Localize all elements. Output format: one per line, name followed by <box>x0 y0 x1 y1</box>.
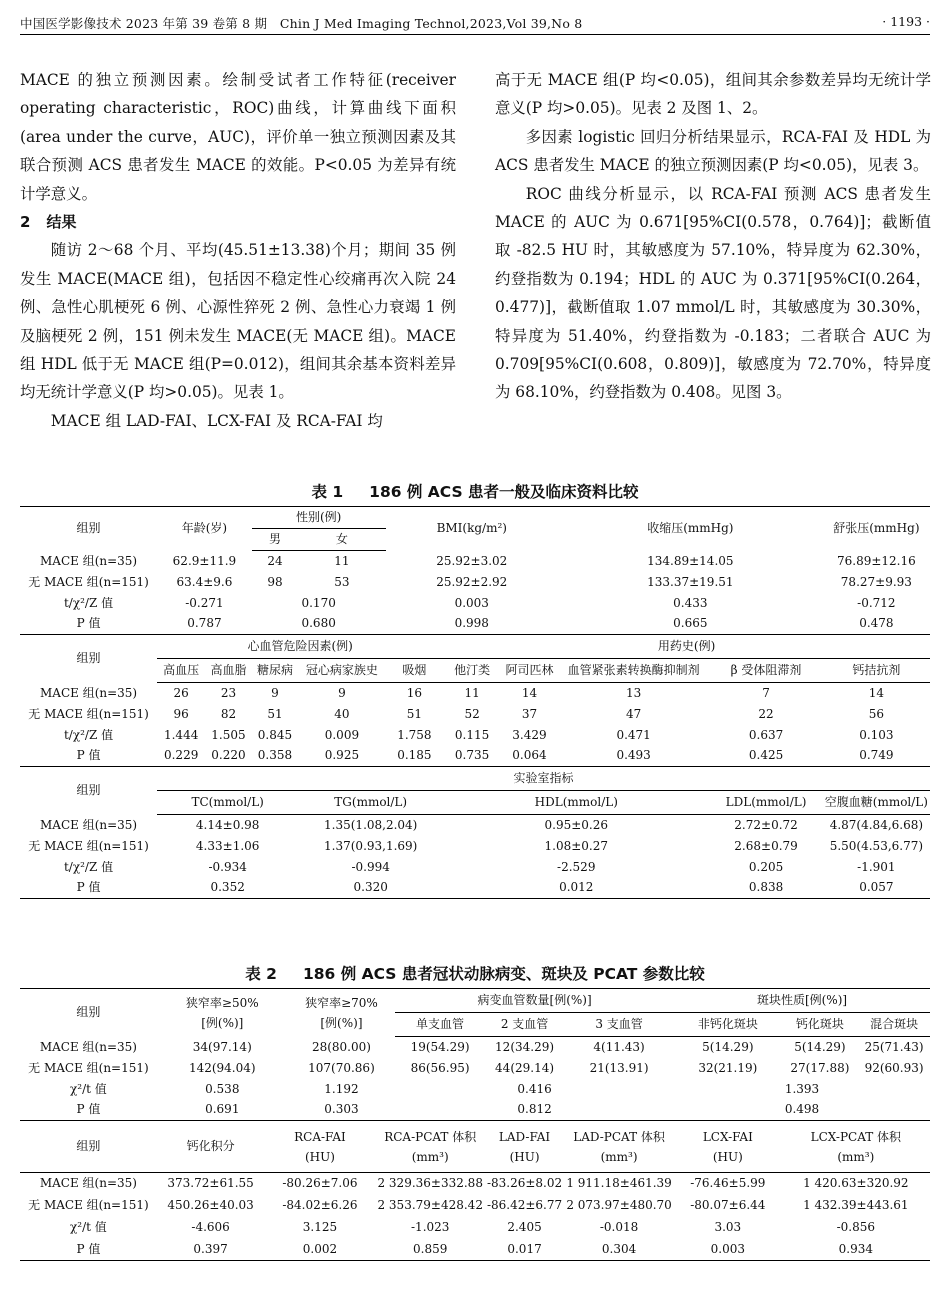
group-header: 组别 <box>76 783 101 798</box>
table2-caption <box>20 962 930 984</box>
col-header: 男 <box>252 529 299 551</box>
table-row: MACE 组(n=35) 34(97.14) 28(80.00) 19(54.29) 12(34.29) 4(11.43) 5(14.29) 5(14.29) 25(71.43) <box>39 1039 924 1054</box>
col-header: 心血管危险因素(例) <box>157 635 443 659</box>
col-header: 冠心病家族史 <box>298 659 385 683</box>
col-header: TC(mmol/L) <box>157 791 298 815</box>
table-row: 无 MACE 组(n=151) 4.33±1.06 1.37(0.93,1.69) 1.08±0.27 2.68±0.79 5.50(4.53,6.77) <box>28 838 924 853</box>
col-header: BMI(kg/m²) <box>386 507 558 551</box>
col-header: LAD-PCAT 体积 (mm³) <box>564 1121 674 1173</box>
col-header: 3 支血管 <box>564 1013 674 1037</box>
table1-title: 186 例 ACS 患者一般及临床资料比较 <box>369 483 639 501</box>
table1-label: 表 1 <box>311 483 344 501</box>
col-header: RCA-FAI (HU) <box>264 1121 375 1173</box>
journal-citation: 中国医学影像技术 2023 年第 39 卷第 8 期 Chin J Med Imaging Technol,2023,Vol 39,No 8 <box>20 16 583 31</box>
col-header: 阿司匹林 <box>501 659 558 683</box>
table-row: P 值 0.229 0.220 0.358 0.925 0.185 0.735 0.064 0.493 0.425 0.749 <box>20 746 930 767</box>
table-row: χ²/t 值 0.538 1.192 0.416 1.393 <box>70 1081 820 1096</box>
col-header: 狭窄率≥70% [例(%)] <box>288 989 395 1037</box>
table-row: t/χ²/Z 值 -0.934 -0.994 -2.529 0.205 -1.901 <box>63 859 896 874</box>
col-header: β 受体阻滞剂 <box>709 659 822 683</box>
col-header: LCX-FAI (HU) <box>674 1121 782 1173</box>
table-row: MACE 组(n=35) 62.9±11.9 24 11 25.92±3.02 134.89±14.05 76.89±12.16 <box>39 553 916 568</box>
table-row: P 值 0.397 0.002 0.859 0.017 0.304 0.003 0.934 <box>20 1239 930 1261</box>
col-header: LDL(mmol/L) <box>709 791 822 815</box>
col-header: 女 <box>298 529 385 551</box>
table2-label: 表 2 <box>245 965 277 983</box>
col-header: 钙化斑块 <box>782 1013 859 1037</box>
table-row: MACE 组(n=35) 373.72±61.55 -80.26±7.06 2 329.36±332.88 -83.26±8.02 1 911.18±461.39 -76.46±5.99 1 420.63±320.92 <box>39 1176 909 1191</box>
table-row: 无 MACE 组(n=151) 63.4±9.6 98 53 25.92±2.92 133.37±19.51 78.27±9.93 <box>28 574 912 589</box>
col-header: 年龄(岁) <box>157 507 252 551</box>
paragraph: MACE 组 LAD-FAI、LCX-FAI 及 RCA-FAI 均 <box>50 411 383 430</box>
col-header: 空腹血糖(mmol/L) <box>823 791 930 815</box>
table-row: P 值 0.352 0.320 0.012 0.838 0.057 <box>20 878 930 899</box>
paragraph: ROC 曲线分析显示，以 RCA-FAI 预测 ACS 患者发生 MACE 的 AUC 为 0.671[95%CI(0.578，0.764)]；截断值取 -82.5 HU 时，其敏感度为 57.10%，特异度为 62.30%，约登指数为 0.194；HDL 的 AUC 为 0.371[95%CI(0.264，0.477)]，截断值取 1.07 mmol/L 时，其敏感度为 30.30%，特异度为 51.40%，约登指数为 -0.183；二者联合 AUC 为 0.709[95%CI(0.608，0.809)]，敏感度为 72.70%，特异度为 68.10%，约登指数为 0.408。见图 3。 <box>495 184 931 402</box>
paragraph: 随访 2～68 个月、平均(45.51±13.38)个月；期间 35 例发生 MACE(MACE 组)，包括因不稳定性心绞痛再次入院 24 例、急性心肌梗死 6 例、心源性猝死 2 例、急性心力衰竭 1 例及脑梗死 2 例，151 例未发生 MACE(无 MACE 组)。MACE 组 HDL 低于无 MACE 组(P=0.012)，组间其余基本资料差异均无统计学意义(P 均>0.05)。见表 1。 <box>20 241 456 402</box>
col-header: HDL(mmol/L) <box>443 791 709 815</box>
col-header: 血管紧张素转换酶抑制剂 <box>558 659 709 683</box>
table1-caption <box>20 480 930 502</box>
table-row: 无 MACE 组(n=151) 142(94.04) 107(70.86) 86(56.95) 44(29.14) 21(13.91) 32(21.19) 27(17.88) 92(60.93) <box>28 1060 924 1075</box>
col-header: 斑块性质[例(%)] <box>674 989 930 1013</box>
col-header: 舒张压(mmHg) <box>823 507 930 551</box>
col-header: 糖尿病 <box>252 659 299 683</box>
col-header: 用药史(例) <box>443 635 930 659</box>
table1 <box>20 506 930 899</box>
col-header: TG(mmol/L) <box>298 791 443 815</box>
col-header: 病变血管数量[例(%)] <box>395 989 674 1013</box>
paragraph: MACE 的独立预测因素。绘制受试者工作特征(receiver operating characteristic，ROC)曲线，计算曲线下面积(area under the curve，AUC)，评价单一独立预测因素及其联合预测 ACS 患者发生 MACE 的效能。P<0.05 为差异有统计学意义。 <box>20 71 456 203</box>
page-number: · 1193 · <box>882 14 930 29</box>
left-column <box>20 66 456 435</box>
col-header: 狭窄率≥50% [例(%)] <box>157 989 288 1037</box>
group-header: 组别 <box>20 507 157 551</box>
col-header: 性别(例) <box>252 507 386 529</box>
paragraph: 多因素 logistic 回归分析结果显示，RCA-FAI 及 HDL 为 ACS 患者发生 MACE 的独立预测因素(P 均<0.05)，见表 3。 <box>495 127 931 175</box>
section-title: 结果 <box>46 213 77 232</box>
col-header: 高血脂 <box>205 659 252 683</box>
right-column <box>495 66 931 407</box>
col-header: 他汀类 <box>443 659 501 683</box>
group-header: 组别 <box>20 989 157 1037</box>
running-header <box>20 12 930 35</box>
table-row: 无 MACE 组(n=151) 450.26±40.03 -84.02±6.26 2 353.79±428.42 -86.42±6.77 2 073.97±480.70 -80.07±6.44 1 432.39±443.61 <box>28 1198 909 1212</box>
table-row: P 值 0.787 0.680 0.998 0.665 0.478 <box>20 614 930 635</box>
table-row: MACE 组(n=35) 4.14±0.98 1.35(1.08,2.04) 0.95±0.26 2.72±0.72 4.87(4.84,6.68) <box>39 817 924 832</box>
table-row: t/χ²/Z 值 1.444 1.505 0.845 0.009 1.758 0.115 3.429 0.471 0.637 0.103 <box>63 727 894 742</box>
col-header: 吸烟 <box>386 659 444 683</box>
col-header: RCA-PCAT 体积 (mm³) <box>375 1121 484 1173</box>
col-header: 收缩压(mmHg) <box>558 507 823 551</box>
table2 <box>20 988 930 1261</box>
col-header: 非钙化斑块 <box>674 1013 782 1037</box>
col-header: 钙拮抗剂 <box>823 659 930 683</box>
group-header: 组别 <box>76 651 101 666</box>
table-row: P 值 0.691 0.303 0.812 0.498 <box>20 1100 930 1121</box>
col-header: 单支血管 <box>395 1013 485 1037</box>
col-header: LCX-PCAT 体积 (mm³) <box>782 1121 930 1173</box>
table-row: MACE 组(n=35) 26 23 9 9 16 11 14 13 7 14 <box>39 685 885 700</box>
col-header: 实验室指标 <box>157 767 930 791</box>
section-heading <box>20 208 456 236</box>
col-header: 2 支血管 <box>485 1013 564 1037</box>
col-header: 混合斑块 <box>858 1013 930 1037</box>
table-row: 无 MACE 组(n=151) 96 82 51 40 51 52 37 47 22 56 <box>28 706 885 721</box>
section-number: 2 <box>20 213 31 232</box>
table-row: t/χ²/Z 值 -0.271 0.170 0.003 0.433 -0.712 <box>63 595 896 610</box>
paragraph: 高于无 MACE 组(P 均<0.05)，组间其余参数差异均无统计学意义(P 均>0.05)。见表 2 及图 1、2。 <box>495 71 931 118</box>
table-row: χ²/t 值 -4.606 3.125 -1.023 2.405 -0.018 3.03 -0.856 <box>70 1220 876 1234</box>
col-header: 钙化积分 <box>157 1121 265 1173</box>
col-header: LAD-FAI (HU) <box>485 1121 564 1173</box>
col-header: 高血压 <box>157 659 205 683</box>
table2-title: 186 例 ACS 患者冠状动脉病变、斑块及 PCAT 参数比较 <box>302 965 705 983</box>
group-header: 组别 <box>20 1121 157 1173</box>
